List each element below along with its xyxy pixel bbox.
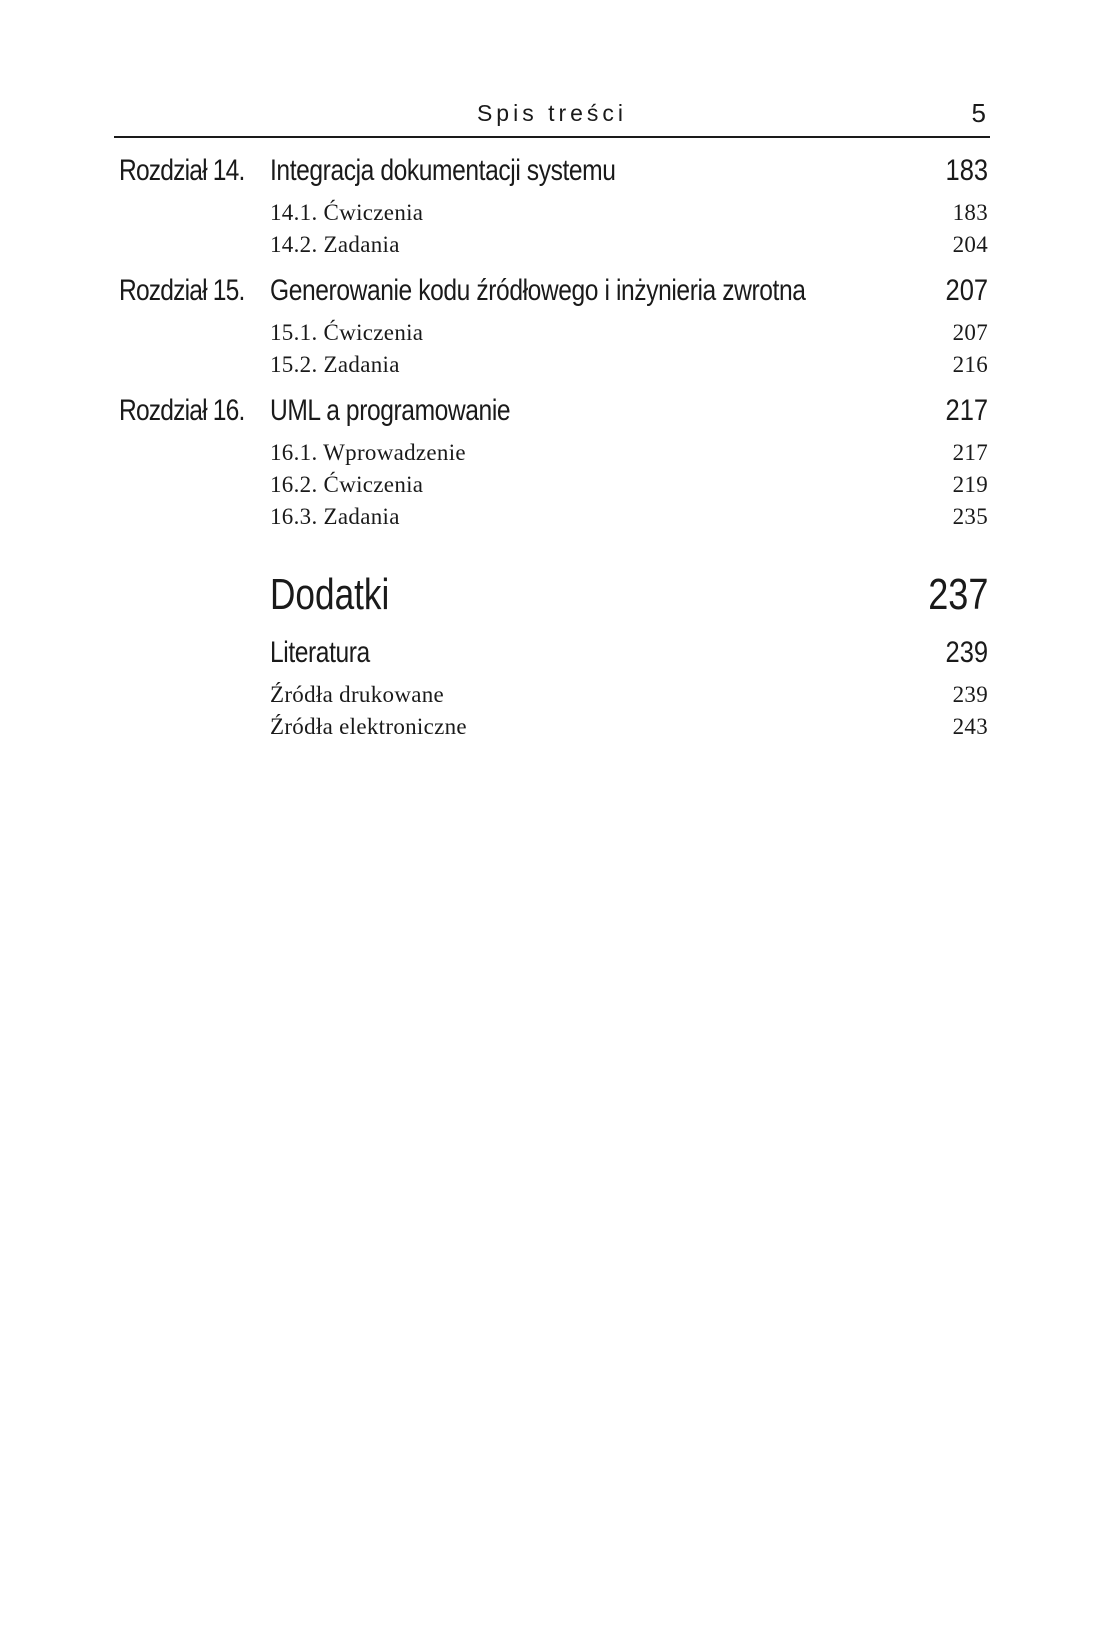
section-page-number: 219: [952, 472, 988, 497]
section-page-number: 239: [952, 682, 988, 707]
running-header: [114, 96, 990, 138]
section-row[interactable]: [0, 200, 1103, 230]
section-title: Źródła drukowane: [270, 682, 445, 707]
section-title: 14.2. Zadania: [270, 232, 400, 257]
section-title: 16.2. Ćwiczenia: [270, 472, 424, 497]
section-title: 16.1. Wprowadzenie: [270, 440, 466, 465]
part-title: Dodatki: [270, 570, 390, 619]
chapter-label: Rozdział 14.: [119, 154, 245, 187]
section-title: 15.1. Ćwiczenia: [270, 320, 424, 345]
section-row[interactable]: [0, 320, 1103, 350]
part-page-number: 237: [927, 570, 988, 619]
chapter-title: UML a programowanie: [270, 394, 511, 427]
section-page-number: 207: [952, 320, 988, 345]
section-page-number: 204: [952, 232, 988, 257]
chapter-label: Rozdział 15.: [119, 274, 245, 307]
section-page-number: 216: [952, 352, 988, 377]
chapter-page-number: 183: [945, 154, 988, 187]
running-title: Spis treści: [476, 100, 628, 126]
section-row[interactable]: [0, 352, 1103, 382]
chapter-row[interactable]: [0, 394, 1103, 434]
chapter-row[interactable]: [0, 154, 1103, 194]
section-title: 15.2. Zadania: [270, 352, 400, 377]
section-title: 16.3. Zadania: [270, 504, 400, 529]
section-title: Źródła elektroniczne: [270, 714, 467, 739]
section-row[interactable]: [0, 472, 1103, 502]
literature-title: Literatura: [270, 636, 370, 669]
chapter-row[interactable]: [0, 636, 1103, 676]
page-number: 5: [971, 98, 986, 128]
part-row[interactable]: [0, 570, 1103, 626]
chapter-page-number: 207: [945, 274, 988, 307]
section-row[interactable]: [0, 440, 1103, 470]
section-page-number: 235: [952, 504, 988, 529]
chapter-label: Rozdział 16.: [119, 394, 245, 427]
chapter-title: Integracja dokumentacji systemu: [270, 154, 616, 187]
literature-page-number: 239: [945, 636, 988, 669]
chapter-title: Generowanie kodu źródłowego i inżynieria zwrotna: [270, 274, 806, 307]
section-row[interactable]: [0, 504, 1103, 534]
section-page-number: 183: [952, 200, 988, 225]
section-row[interactable]: [0, 714, 1103, 744]
section-row[interactable]: [0, 682, 1103, 712]
section-row[interactable]: [0, 232, 1103, 262]
chapter-page-number: 217: [945, 394, 988, 427]
section-title: 14.1. Ćwiczenia: [270, 200, 424, 225]
section-page-number: 217: [952, 440, 988, 465]
section-page-number: 243: [952, 714, 988, 739]
chapter-row[interactable]: [0, 274, 1103, 314]
